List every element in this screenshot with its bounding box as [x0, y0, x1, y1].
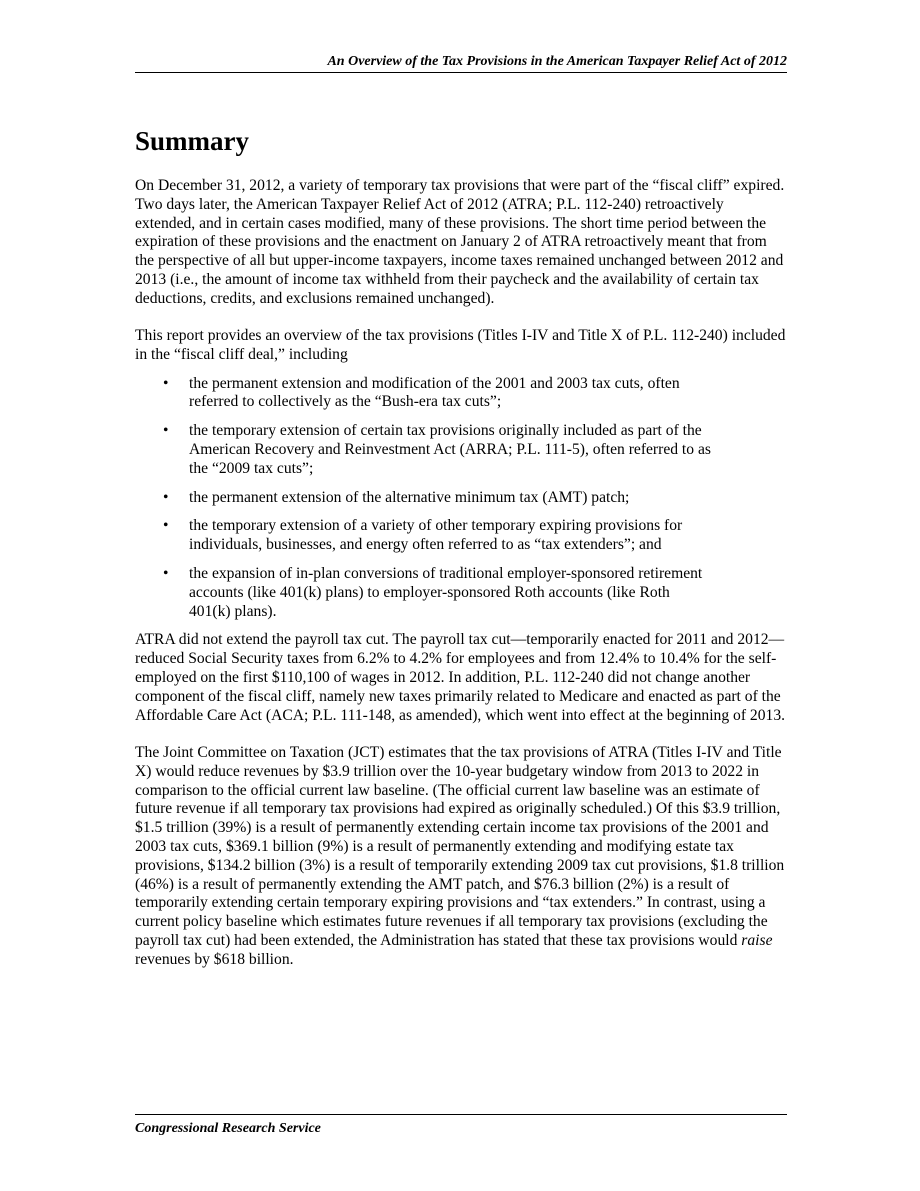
list-item-text: the permanent extension and modification of the 2001 and 2003 tax cuts, often referred to collectively as the “Bush-era tax cuts”; — [189, 374, 680, 411]
revenue-text-part-1: The Joint Committee on Taxation (JCT) estimates that the tax provisions of ATRA (Titles I-IV and Title X) would reduce revenues by $3.9 trillion over the 10-year budgetary window from 2013 to 2022 in comparison to the official current law baseline. (The official current law baseline was an estimate of future revenue if all temporary tax provisions had expired as originally scheduled.) Of this $3.9 trillion, $1.5 trillion (39%) is a result of permanently extending certain income tax provisions of the 2001 and 2003 tax cuts, $369.1 billion (9%) is a result of permanently extending and modifying estate tax provisions, $134.2 billion (3%) is a result of temporarily extending 2009 tax cut provisions, $1.8 trillion (46%) is a result of permanently extending the AMT patch, and $76.3 billion (2%) is a result of temporarily extending certain temporary expiring provisions and “tax extenders.” In contrast, using a current policy baseline which estimates future revenues if all temporary tax provisions (excluding the payroll tax cut) had been extended, the Administration has stated that these tax provisions would — [135, 743, 785, 949]
list-item — [135, 422, 787, 478]
list-item-text: the temporary extension of certain tax provisions originally included as part of the American Recovery and Reinvestment Act (ARRA; P.L. 111-5), often referred to as the “2009 tax cuts”; — [189, 422, 711, 477]
page-footer: Congressional Research Service — [135, 1121, 321, 1136]
bullet-marker: • — [163, 517, 169, 535]
list-item — [135, 375, 787, 413]
bullet-marker: • — [163, 488, 169, 506]
footer-divider — [135, 1114, 787, 1115]
provisions-list — [135, 375, 787, 622]
page-title: Summary — [135, 126, 249, 156]
list-item-text: the temporary extension of a variety of other temporary expiring provisions for individuals, businesses, and energy often referred to as “tax extenders”; and — [189, 517, 683, 554]
list-item-text: the permanent extension of the alternative minimum tax (AMT) patch; — [189, 488, 630, 506]
paragraph-intro: On December 31, 2012, a variety of temporary tax provisions that were part of the “fiscal cliff” expired. Two days later, the American Taxpayer Relief Act of 2012 (ATRA; P.L. 112-240) retroactively extended, and in certain cases modified, many of these provisions. The short time period between the expiration of these provisions and the enactment on January 2 of ATRA retroactively meant that from the perspective of all but upper-income taxpayers, income taxes remained unchanged between 2012 and 2013 (i.e., the amount of income tax withheld from their paycheck and the availability of certain tax deductions, credits, and exclusions remained unchanged). — [135, 177, 785, 307]
summary-body — [135, 177, 787, 969]
bullet-marker: • — [163, 565, 169, 583]
list-item — [135, 489, 787, 508]
revenue-text-part-2: revenues by $618 billion. — [135, 950, 294, 968]
running-header: An Overview of the Tax Provisions in the American Taxpayer Relief Act of 2012 — [135, 53, 787, 73]
list-item — [135, 565, 787, 621]
bullet-marker: • — [163, 422, 169, 440]
bullet-marker: • — [163, 374, 169, 392]
document-page — [135, 0, 787, 1191]
paragraph-revenue-estimates — [135, 744, 787, 970]
emphasis-raise: raise — [741, 931, 773, 949]
list-item — [135, 517, 787, 555]
paragraph-overview: This report provides an overview of the tax provisions (Titles I-IV and Title X of P.L. 112-240) included in the “fiscal cliff deal,” including — [135, 327, 786, 363]
list-item-text: the expansion of in-plan conversions of traditional employer-sponsored retirement accounts (like 401(k) plans) to employer-sponsored Roth accounts (like Roth 401(k) plans). — [189, 565, 703, 620]
paragraph-payroll-tax: ATRA did not extend the payroll tax cut. The payroll tax cut—temporarily enacted for 2011 and 2012—reduced Social Security taxes from 6.2% to 4.2% for employees and from 12.4% to 10.4% for the self-employed on the first $110,100 of wages in 2012. In addition, P.L. 112-240 did not change another component of the fiscal cliff, namely new taxes primarily related to Medicare and enacted as part of the Affordable Care Act (ACA; P.L. 111-148, as amended), which went into effect at the beginning of 2013. — [135, 631, 786, 724]
